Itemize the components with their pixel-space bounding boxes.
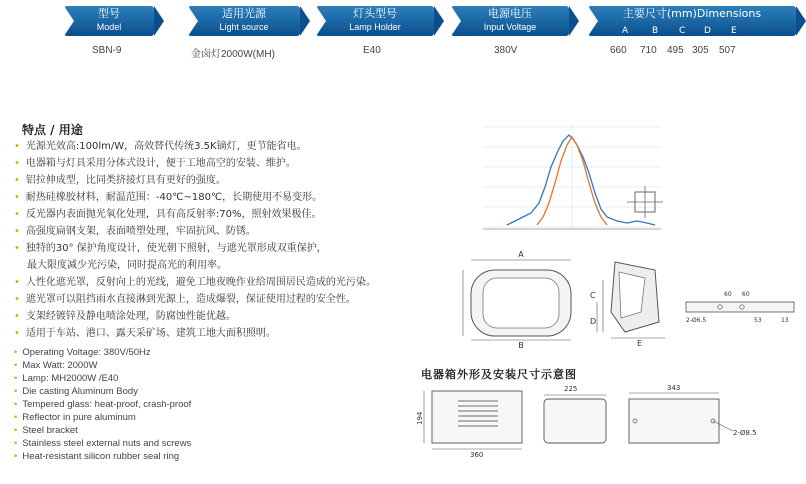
value-dim-c: 495	[667, 45, 684, 56]
value-lamp-holder: E40	[363, 45, 381, 56]
bullet-icon: •	[14, 277, 20, 288]
value-dim-b: 710	[640, 45, 657, 56]
feature-en-text: Die casting Aluminum Body	[22, 386, 138, 397]
dim-letter-a: A	[622, 26, 629, 36]
dim-letter-b: B	[652, 26, 659, 36]
feature-cn-text: 独特的30° 保护角度设计，使光朝下照射，与遮光罩形成双重保护，	[25, 243, 327, 254]
lamp-orientation-symbol	[625, 184, 665, 224]
feature-en-1	[14, 347, 151, 358]
feature-en-8	[14, 438, 191, 449]
feature-cn-9	[14, 293, 356, 307]
bracket-dim-13: 13	[781, 317, 789, 324]
dim-letter-e: E	[731, 26, 737, 36]
header-model-cn: 型号	[98, 7, 120, 20]
feature-en-2	[14, 360, 97, 371]
bullet-icon: •	[14, 347, 18, 358]
dim-label-e: E	[637, 339, 643, 348]
bullet-icon: •	[14, 328, 20, 339]
feature-en-text: Tempered glass: heat-proof, crash-proof	[22, 399, 192, 410]
feature-en-text: Lamp: MH2000W /E40	[22, 373, 119, 384]
feature-cn-text: 铝拉伸成型，比同类挤接灯具有更好的强度。	[25, 175, 226, 186]
box-dim-360: 360	[470, 451, 484, 459]
feature-cn-text: 光源光效高:100lm/W，高效替代传统3.5K镝灯，更节能省电。	[25, 141, 307, 152]
header-tab-input-voltage	[451, 6, 569, 36]
bullet-icon: •	[14, 373, 18, 384]
feature-cn-10	[14, 310, 236, 324]
header-input-voltage-en: Input Voltage	[483, 22, 537, 32]
bracket-dim-holes: 2-Ø6.5	[686, 317, 707, 324]
feature-en-6	[14, 412, 136, 423]
box-front-diagram	[418, 385, 528, 457]
header-dimensions-cn: 主要尺寸(mm)Dimensions	[622, 7, 762, 20]
feature-en-text: Steel bracket	[22, 425, 78, 436]
feature-cn-7	[14, 242, 327, 256]
feature-en-text: Heat-resistant silicon rubber seal ring	[22, 451, 180, 462]
feature-cn-text: 电器箱与灯具采用分体式设计，便于工地高空的安装、维护。	[25, 158, 296, 169]
dim-letter-d: D	[704, 26, 711, 36]
bullet-icon: •	[14, 226, 20, 237]
bullet-icon: •	[14, 451, 18, 462]
bullet-icon: •	[14, 425, 18, 436]
value-light-source: 金卤灯2000W(MH)	[191, 49, 275, 60]
bullet-icon: •	[14, 412, 18, 423]
feature-en-4	[14, 386, 138, 397]
header-tab-light-source	[188, 6, 300, 36]
feature-cn-11	[14, 327, 276, 341]
feature-cn-text: 遮光罩可以阻挡雨水直接淋到光源上，造成爆裂，保证使用过程的安全性。	[25, 294, 356, 305]
feature-en-9	[14, 451, 179, 462]
feature-en-7	[14, 425, 78, 436]
bracket-detail-diagram	[684, 288, 796, 324]
value-dim-d: 305	[692, 45, 709, 56]
box-dim-194: 194	[416, 411, 424, 425]
feature-cn-text: 适用于车站、港口、露天采矿场、建筑工地大面积照明。	[25, 328, 276, 339]
feature-en-3	[14, 373, 118, 384]
dim-label-d: D	[590, 317, 597, 326]
bullet-icon: •	[14, 386, 18, 397]
box-dim-225: 225	[564, 385, 578, 393]
bullet-icon: •	[14, 311, 20, 322]
feature-en-text: Operating Voltage: 380V/50Hz	[22, 347, 151, 358]
box-diagram-title: 电器箱外形及安装尺寸示意图	[421, 368, 577, 381]
header-light-source-en: Light source	[219, 22, 269, 32]
bullet-icon: •	[14, 158, 20, 169]
box-side-diagram	[540, 385, 610, 457]
feature-cn-text: 反光器内表面抛光氧化处理，具有高反射率:70%，照射效果极佳。	[25, 209, 322, 220]
feature-cn-text: 高强度扁钢支架，表面喷塑处理，牢固抗风、防锈。	[25, 226, 256, 237]
dim-label-c: C	[590, 291, 596, 300]
box-bottom-diagram	[625, 383, 775, 457]
value-model: SBN-9	[92, 45, 122, 56]
bullet-icon: •	[14, 360, 18, 371]
bullet-icon: •	[14, 209, 20, 220]
feature-cn-5	[14, 208, 322, 222]
feature-cn-8	[14, 276, 376, 290]
value-input-voltage: 380V	[494, 45, 518, 56]
header-input-voltage-cn: 电源电压	[488, 7, 532, 20]
bullet-icon: •	[14, 192, 20, 203]
header-lamp-holder-cn: 灯头型号	[353, 7, 397, 20]
feature-cn-text: 最大限度减少光污染，同时提高光的利用率。	[27, 260, 227, 271]
value-dim-e: 507	[719, 45, 736, 56]
feature-cn-1	[14, 140, 307, 154]
header-lamp-holder-en: Lamp Holder	[349, 22, 401, 32]
bracket-dim-60b: 60	[742, 291, 750, 298]
feature-cn-6	[14, 225, 256, 239]
header-tab-lamp-holder	[316, 6, 434, 36]
bullet-icon: •	[14, 175, 20, 186]
box-dim-holes: 2-Ø8.5	[733, 429, 757, 437]
bullet-icon: •	[14, 294, 20, 305]
box-dim-343: 343	[667, 384, 681, 392]
dim-label-a: A	[518, 250, 524, 259]
dim-letter-c: C	[679, 26, 686, 36]
feature-en-text: Reflector in pure aluminum	[22, 412, 136, 423]
feature-cn-4	[14, 191, 322, 205]
bracket-dim-60a: 60	[724, 291, 732, 298]
feature-cn-3	[14, 174, 226, 188]
bracket-dim-53: 53	[754, 317, 762, 324]
header-tab-dimensions	[588, 6, 796, 36]
bullet-icon: •	[14, 438, 18, 449]
feature-cn-7-cont	[27, 259, 227, 273]
bullet-icon: •	[14, 399, 18, 410]
feature-en-text: Max Watt: 2000W	[22, 360, 98, 371]
bullet-icon: •	[14, 243, 20, 254]
feature-cn-text: 人性化遮光罩，反射向上的光线，避免工地夜晚作业给周围居民造成的光污染。	[25, 277, 376, 288]
feature-en-5	[14, 399, 191, 410]
features-title: 特点 / 用途	[22, 123, 83, 137]
feature-cn-text: 支架经镀锌及静电喷涂处理，防腐蚀性能优越。	[25, 311, 236, 322]
luminaire-front-diagram	[455, 248, 585, 348]
header-light-source-cn: 适用光源	[222, 7, 266, 20]
header-model-en: Model	[96, 22, 122, 32]
luminaire-side-diagram	[585, 252, 680, 347]
spec-table-header	[0, 6, 800, 36]
header-tab-model	[64, 6, 154, 36]
bullet-icon: •	[14, 141, 20, 152]
value-dim-a: 660	[610, 45, 627, 56]
feature-cn-text: 耐热硅橡胶材料，耐温范围：-40℃~180℃，长期使用不易变形。	[25, 192, 323, 203]
feature-cn-2	[14, 157, 296, 171]
dim-label-b: B	[518, 341, 524, 350]
feature-en-text: Stainless steel external nuts and screws	[22, 438, 192, 449]
